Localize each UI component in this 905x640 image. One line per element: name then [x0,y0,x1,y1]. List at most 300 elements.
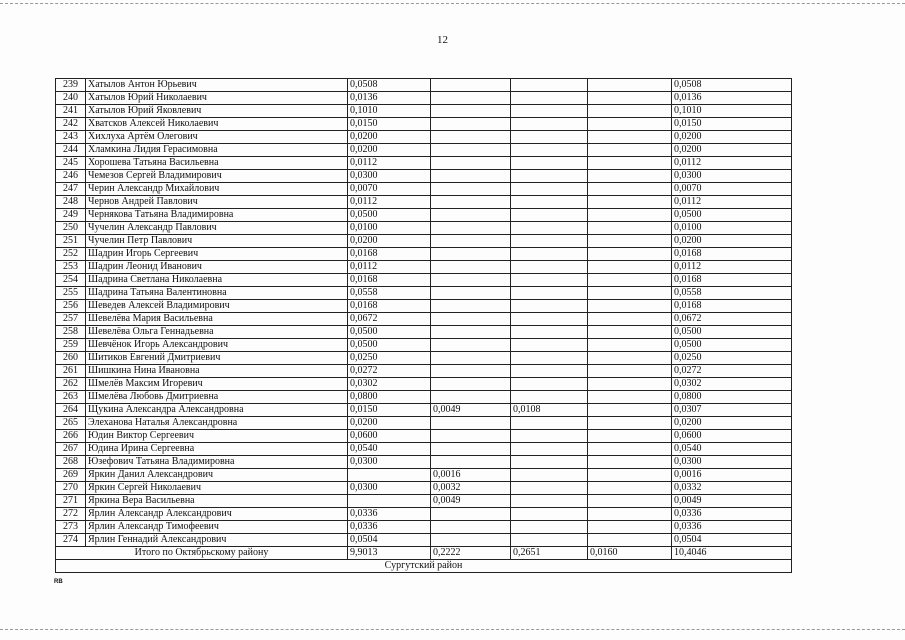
row-value-4 [588,404,672,417]
row-value-4 [588,235,672,248]
row-name: Юдин Виктор Сергеевич [86,430,348,443]
row-value-4 [588,508,672,521]
row-number: 266 [56,430,86,443]
row-number: 253 [56,261,86,274]
row-number: 255 [56,287,86,300]
row-value-1: 0,0136 [348,92,431,105]
row-value-2 [431,521,511,534]
row-total: 0,0200 [672,144,792,157]
row-number: 260 [56,352,86,365]
scan-bottom-edge [0,629,905,630]
row-value-4 [588,131,672,144]
table-row [56,469,792,482]
row-value-1: 0,0070 [348,183,431,196]
row-number: 256 [56,300,86,313]
row-value-1: 0,0168 [348,248,431,261]
row-total: 0,0150 [672,118,792,131]
row-name: Яркин Данил Александрович [86,469,348,482]
row-total: 0,0112 [672,196,792,209]
row-value-3 [511,92,588,105]
row-value-3 [511,378,588,391]
row-total: 0,0168 [672,300,792,313]
row-value-3 [511,443,588,456]
row-number: 250 [56,222,86,235]
table-row [56,261,792,274]
row-value-1: 0,0500 [348,326,431,339]
row-name: Яркин Сергей Николаевич [86,482,348,495]
row-name: Ярлин Александр Тимофеевич [86,521,348,534]
row-value-3 [511,469,588,482]
table-row [56,79,792,92]
row-value-1: 0,0672 [348,313,431,326]
row-name: Шевелёва Мария Васильевна [86,313,348,326]
row-name: Шадрина Татьяна Валентиновна [86,287,348,300]
table-row [56,352,792,365]
row-name: Чемезов Сергей Владимирович [86,170,348,183]
row-value-3 [511,482,588,495]
row-value-2 [431,378,511,391]
row-value-1: 0,0558 [348,287,431,300]
row-value-4 [588,495,672,508]
row-value-3 [511,222,588,235]
row-value-2: 0,0032 [431,482,511,495]
row-value-3 [511,300,588,313]
row-value-3 [511,131,588,144]
table-row [56,222,792,235]
row-value-3 [511,157,588,170]
page-number: 12 [437,34,448,46]
row-total: 0,0168 [672,274,792,287]
row-value-1: 0,0168 [348,300,431,313]
row-number: 248 [56,196,86,209]
row-value-2 [431,118,511,131]
row-value-4 [588,170,672,183]
row-name: Шевчёнок Игорь Александрович [86,339,348,352]
row-value-4 [588,456,672,469]
row-value-2 [431,365,511,378]
row-value-1: 0,1010 [348,105,431,118]
row-number: 271 [56,495,86,508]
table-row [56,365,792,378]
row-total: 0,0307 [672,404,792,417]
footer-code: RB [54,579,63,585]
table-row [56,170,792,183]
row-name: Шишкина Нина Ивановна [86,365,348,378]
row-value-2 [431,170,511,183]
row-value-2 [431,417,511,430]
row-value-2 [431,105,511,118]
row-value-1: 0,0508 [348,79,431,92]
row-value-2 [431,222,511,235]
row-name: Шадрин Игорь Сергеевич [86,248,348,261]
table-row [56,274,792,287]
row-total: 0,0272 [672,365,792,378]
row-value-1: 0,0200 [348,417,431,430]
row-name: Яркина Вера Васильевна [86,495,348,508]
row-value-2 [431,456,511,469]
row-value-3 [511,235,588,248]
row-value-3 [511,274,588,287]
row-number: 246 [56,170,86,183]
row-number: 263 [56,391,86,404]
row-number: 245 [56,157,86,170]
row-value-4 [588,313,672,326]
row-value-4 [588,157,672,170]
row-value-1: 0,0500 [348,209,431,222]
row-value-2 [431,144,511,157]
row-total: 0,0112 [672,157,792,170]
row-name: Юзефович Татьяна Владимировна [86,456,348,469]
row-total: 0,0200 [672,131,792,144]
row-name: Шмелёва Любовь Дмитриевна [86,391,348,404]
row-value-2 [431,79,511,92]
row-value-1: 0,0112 [348,261,431,274]
table-row [56,235,792,248]
table-row [56,339,792,352]
table-row [56,443,792,456]
table-row [56,378,792,391]
row-total: 0,0500 [672,326,792,339]
total-label: Итого по Октябрьскому району [56,547,348,560]
total-value-2: 0,2222 [431,547,511,560]
row-total: 0,0540 [672,443,792,456]
row-name: Чучелин Петр Павлович [86,235,348,248]
row-value-1: 0,0540 [348,443,431,456]
row-value-1: 0,0200 [348,131,431,144]
total-value-1: 9,9013 [348,547,431,560]
row-value-4 [588,326,672,339]
row-number: 265 [56,417,86,430]
row-number: 272 [56,508,86,521]
row-number: 268 [56,456,86,469]
row-value-4 [588,287,672,300]
row-value-2 [431,352,511,365]
row-value-3 [511,365,588,378]
row-value-2 [431,131,511,144]
row-total: 0,0800 [672,391,792,404]
row-value-2: 0,0049 [431,404,511,417]
row-name: Шитиков Евгений Дмитриевич [86,352,348,365]
row-value-3 [511,313,588,326]
row-number: 273 [56,521,86,534]
row-value-1: 0,0504 [348,534,431,547]
row-value-3 [511,196,588,209]
row-value-2 [431,443,511,456]
row-name: Чернов Андрей Павлович [86,196,348,209]
row-value-1: 0,0300 [348,170,431,183]
row-value-4 [588,391,672,404]
row-value-1: 0,0600 [348,430,431,443]
allocation-table [55,78,792,573]
table-row [56,183,792,196]
row-total: 0,1010 [672,105,792,118]
row-total: 0,0500 [672,209,792,222]
row-total: 0,0336 [672,508,792,521]
row-value-3: 0,0108 [511,404,588,417]
row-value-1: 0,0200 [348,144,431,157]
row-value-2 [431,157,511,170]
row-name: Хламкина Лидия Герасимовна [86,144,348,157]
row-value-3 [511,287,588,300]
table-row [56,92,792,105]
row-value-3 [511,118,588,131]
row-name: Чернякова Татьяна Владимировна [86,209,348,222]
row-value-2 [431,209,511,222]
row-name: Хатылов Антон Юрьевич [86,79,348,92]
row-value-4 [588,378,672,391]
table-row [56,430,792,443]
row-total: 0,0200 [672,417,792,430]
row-total: 0,0200 [672,235,792,248]
row-value-1: 0,0302 [348,378,431,391]
row-value-2 [431,235,511,248]
row-number: 251 [56,235,86,248]
row-value-4 [588,443,672,456]
row-value-1: 0,0800 [348,391,431,404]
district-heading: Сургутский район [56,560,792,573]
row-value-4 [588,365,672,378]
table-row [56,248,792,261]
row-value-1: 0,0200 [348,235,431,248]
row-value-2 [431,92,511,105]
table-row [56,313,792,326]
row-total: 0,0508 [672,79,792,92]
row-value-3 [511,352,588,365]
row-name: Шмелёв Максим Игоревич [86,378,348,391]
row-total: 0,0600 [672,430,792,443]
table-row [56,196,792,209]
row-value-2: 0,0016 [431,469,511,482]
total-value-4: 0,0160 [588,547,672,560]
row-number: 249 [56,209,86,222]
row-value-2 [431,534,511,547]
row-value-2 [431,326,511,339]
row-number: 254 [56,274,86,287]
row-value-3 [511,456,588,469]
row-value-3 [511,391,588,404]
row-name: Хатылов Юрий Николаевич [86,92,348,105]
row-number: 240 [56,92,86,105]
row-number: 264 [56,404,86,417]
row-value-1: 0,0168 [348,274,431,287]
row-number: 267 [56,443,86,456]
row-value-2 [431,339,511,352]
row-value-3 [511,508,588,521]
table-row [56,482,792,495]
table-row [56,495,792,508]
row-value-4 [588,105,672,118]
row-value-2 [431,261,511,274]
row-value-3 [511,534,588,547]
row-value-4 [588,248,672,261]
row-number: 242 [56,118,86,131]
row-value-2 [431,196,511,209]
table-body [56,79,792,573]
row-value-4 [588,144,672,157]
row-value-3 [511,105,588,118]
row-total: 0,0112 [672,261,792,274]
scan-top-edge [0,3,905,4]
table-row [56,404,792,417]
row-total: 0,0504 [672,534,792,547]
row-total: 0,0336 [672,521,792,534]
table-row [56,508,792,521]
row-total: 0,0049 [672,495,792,508]
row-value-2 [431,300,511,313]
row-total: 0,0016 [672,469,792,482]
row-value-3 [511,170,588,183]
total-row [56,547,792,560]
row-name: Хатылов Юрий Яковлевич [86,105,348,118]
row-value-1: 0,0250 [348,352,431,365]
row-name: Элеханова Наталья Александровна [86,417,348,430]
row-name: Шадрин Леонид Иванович [86,261,348,274]
row-total: 0,0070 [672,183,792,196]
row-value-4 [588,417,672,430]
row-value-3 [511,144,588,157]
row-value-4 [588,196,672,209]
row-value-4 [588,261,672,274]
row-value-4 [588,300,672,313]
row-total: 0,0332 [672,482,792,495]
row-name: Шевелёва Ольга Геннадьевна [86,326,348,339]
row-value-3 [511,183,588,196]
row-value-4 [588,352,672,365]
row-name: Хватсков Алексей Николаевич [86,118,348,131]
row-value-1: 0,0272 [348,365,431,378]
row-value-3 [511,326,588,339]
row-value-4 [588,469,672,482]
row-value-2 [431,248,511,261]
row-value-3 [511,248,588,261]
table-row [56,456,792,469]
row-value-4 [588,521,672,534]
row-value-3 [511,339,588,352]
row-number: 252 [56,248,86,261]
row-number: 270 [56,482,86,495]
row-value-4 [588,534,672,547]
grand-total: 10,4046 [672,547,792,560]
row-value-1: 0,0150 [348,118,431,131]
row-name: Щукина Александра Александровна [86,404,348,417]
table-row [56,105,792,118]
table-row [56,300,792,313]
row-value-2 [431,287,511,300]
row-value-1: 0,0500 [348,339,431,352]
row-value-4 [588,430,672,443]
row-value-2 [431,274,511,287]
row-value-2 [431,391,511,404]
row-total: 0,0300 [672,456,792,469]
row-value-1: 0,0336 [348,521,431,534]
row-total: 0,0300 [672,170,792,183]
row-number: 243 [56,131,86,144]
row-number: 269 [56,469,86,482]
row-value-1 [348,495,431,508]
row-total: 0,0100 [672,222,792,235]
row-value-1 [348,469,431,482]
row-name: Шадрина Светлана Николаевна [86,274,348,287]
row-name: Шеведев Алексей Владимирович [86,300,348,313]
row-value-1: 0,0300 [348,456,431,469]
row-number: 257 [56,313,86,326]
row-value-2 [431,430,511,443]
row-value-4 [588,92,672,105]
row-value-4 [588,209,672,222]
row-name: Ярлин Геннадий Александрович [86,534,348,547]
row-value-3 [511,495,588,508]
row-number: 244 [56,144,86,157]
row-value-4 [588,339,672,352]
table-row [56,144,792,157]
row-total: 0,0302 [672,378,792,391]
row-value-1: 0,0150 [348,404,431,417]
row-value-3 [511,79,588,92]
row-value-4 [588,482,672,495]
table-row [56,326,792,339]
row-name: Ярлин Александр Александрович [86,508,348,521]
row-value-2: 0,0049 [431,495,511,508]
table-row [56,287,792,300]
row-total: 0,0250 [672,352,792,365]
row-total: 0,0168 [672,248,792,261]
row-number: 239 [56,79,86,92]
total-value-3: 0,2651 [511,547,588,560]
row-number: 261 [56,365,86,378]
table-row [56,521,792,534]
row-value-3 [511,430,588,443]
row-number: 258 [56,326,86,339]
row-value-4 [588,274,672,287]
row-value-2 [431,313,511,326]
row-number: 259 [56,339,86,352]
row-value-3 [511,209,588,222]
row-name: Юдина Ирина Сергеевна [86,443,348,456]
row-number: 274 [56,534,86,547]
row-name: Чучелин Александр Павлович [86,222,348,235]
table-row [56,131,792,144]
row-value-3 [511,261,588,274]
table-row [56,391,792,404]
row-value-2 [431,183,511,196]
row-value-3 [511,521,588,534]
row-name: Черин Александр Михайлович [86,183,348,196]
row-value-1: 0,0336 [348,508,431,521]
row-value-1: 0,0112 [348,157,431,170]
table-row [56,118,792,131]
row-name: Хихлуха Артём Олегович [86,131,348,144]
row-total: 0,0672 [672,313,792,326]
district-heading-row [56,560,792,573]
row-value-3 [511,417,588,430]
row-total: 0,0500 [672,339,792,352]
row-value-4 [588,118,672,131]
row-value-4 [588,222,672,235]
table-row [56,157,792,170]
row-value-2 [431,508,511,521]
row-number: 262 [56,378,86,391]
row-total: 0,0558 [672,287,792,300]
table-row [56,209,792,222]
row-value-1: 0,0112 [348,196,431,209]
row-value-1: 0,0100 [348,222,431,235]
table-row [56,534,792,547]
row-value-4 [588,183,672,196]
row-number: 247 [56,183,86,196]
row-number: 241 [56,105,86,118]
row-value-1: 0,0300 [348,482,431,495]
row-name: Хорошева Татьяна Васильевна [86,157,348,170]
